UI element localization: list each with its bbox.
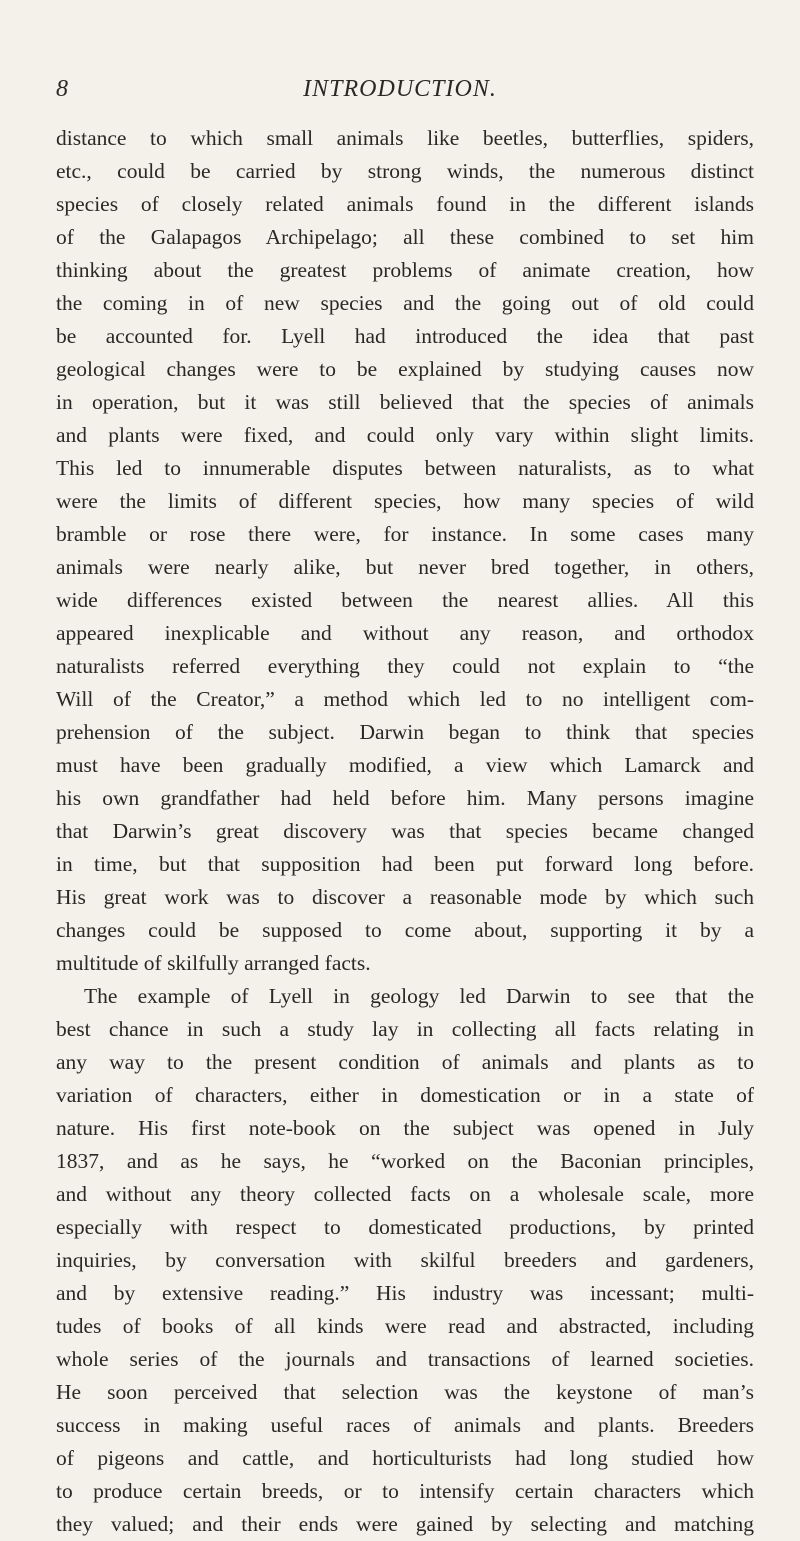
text-line: of pigeons and cattle, and horticulturists had long studied how [56,1446,754,1470]
text-line: This led to innumerable disputes between naturalists, as to what [56,456,754,480]
text-line: in operation, but it was still believed that the species of animals [56,390,754,414]
text-line: multitude of skilfully arranged facts. [56,951,371,975]
text-line: tudes of books of all kinds were read and abstracted, including [56,1314,754,1338]
page-number: 8 [56,76,68,102]
text-line: the coming in of new species and the going out of old could [56,291,754,315]
text-line: success in making useful races of animals and plants. Breeders [56,1413,754,1437]
text-line: inquiries, by conversation with skilful breeders and gardeners, [56,1248,754,1272]
text-line: distance to which small animals like beetles, butterflies, spiders, [56,126,754,150]
text-line: and without any theory collected facts on a wholesale scale, more [56,1182,754,1206]
text-line: to produce certain breeds, or to intensify certain characters which [56,1479,754,1503]
text-line: bramble or rose there were, for instance. In some cases many [56,522,754,546]
text-line: Will of the Creator,” a method which led to no intelligent com- [56,687,754,711]
text-line: naturalists referred everything they could not explain to “the [56,654,754,678]
text-line: best chance in such a study lay in collecting all facts relating in [56,1017,754,1041]
text-line: wide differences existed between the nearest allies. All this [56,588,754,612]
text-line: He soon perceived that selection was the keystone of man’s [56,1380,754,1404]
text-line: of the Galapagos Archipelago; all these combined to set him [56,225,754,249]
text-line: and plants were fixed, and could only vary within slight limits. [56,423,754,447]
text-line: and by extensive reading.” His industry was incessant; multi- [56,1281,754,1305]
text-line: in time, but that supposition had been put forward long before. [56,852,754,876]
text-line: his own grandfather had held before him. Many persons imagine [56,786,754,810]
text-line: they valued; and their ends were gained by selecting and matching [56,1512,754,1536]
text-line: geological changes were to be explained by studying causes now [56,357,754,381]
text-line: variation of characters, either in domestication or in a state of [56,1083,754,1107]
running-title: INTRODUCTION. [303,76,497,102]
text-line: prehension of the subject. Darwin began to think that species [56,720,754,744]
text-line: changes could be supposed to come about, supporting it by a [56,918,754,942]
text-line: were the limits of different species, how many species of wild [56,489,754,513]
text-line: appeared inexplicable and without any reason, and orthodox [56,621,754,645]
text-line: any way to the present condition of animals and plants as to [56,1050,754,1074]
text-line: that Darwin’s great discovery was that species became changed [56,819,754,843]
text-line: nature. His first note-book on the subject was opened in July [56,1116,754,1140]
text-line: species of closely related animals found in the different islands [56,192,754,216]
text-line: thinking about the greatest problems of animate creation, how [56,258,754,282]
text-line: especially with respect to domesticated productions, by printed [56,1215,754,1239]
text-line: etc., could be carried by strong winds, the numerous distinct [56,159,754,183]
body-text [56,122,754,1541]
running-head [0,72,800,106]
text-line: must have been gradually modified, a view which Lamarck and [56,753,754,777]
text-line: The example of Lyell in geology led Darwin to see that the [84,984,754,1008]
text-line: 1837, and as he says, he “worked on the Baconian principles, [56,1149,754,1173]
text-line: be accounted for. Lyell had introduced the idea that past [56,324,754,348]
text-line: His great work was to discover a reasonable mode by which such [56,885,754,909]
text-line: animals were nearly alike, but never bred together, in others, [56,555,754,579]
text-line: whole series of the journals and transactions of learned societies. [56,1347,754,1371]
